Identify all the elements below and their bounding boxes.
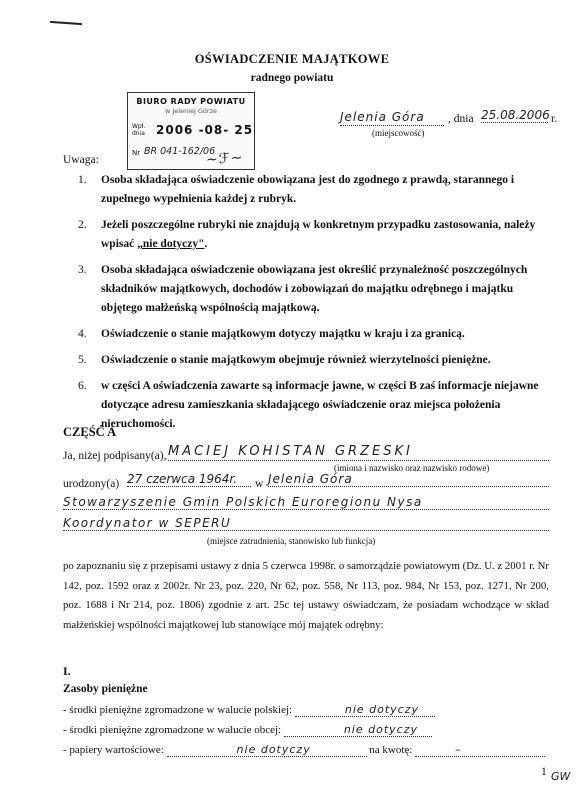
note-item: 1. Osoba składająca oświadczenie obowiązana jest do zgodnego z prawdą, starannego i zupełnego wypełnienia każdej z rubryk. <box>78 174 515 205</box>
part-a-heading: CZĘŚĆ A <box>63 425 117 439</box>
signer-label: Ja, niżej podpisany(a), <box>63 450 167 462</box>
signer-name-caption: (imiona i nazwisko oraz nazwisko rodowe) <box>334 463 490 473</box>
born-label: urodzony(a) <box>63 478 120 490</box>
document-title: OŚWIADCZENIE MAJĄTKOWE <box>194 52 390 66</box>
stamp-number: BR 041-162/06 <box>144 146 216 157</box>
stamp-city: w Jeleniej Górze <box>165 107 217 115</box>
cash-pln-label: - środki pieniężne zgromadzone w walucie polskiej: <box>63 704 293 716</box>
note-item: 4. Oświadczenie o stanie majątkowym dotyczy majątku w kraju i za granicą. <box>78 328 465 340</box>
stamp-signature-scribble: ~ℱ~ <box>205 149 244 169</box>
cash-foreign-label: - środki pieniężne zgromadzone w walucie obcej: <box>63 724 282 736</box>
securities-amount-value: – <box>415 743 545 757</box>
statement-paragraph: po zapoznaniu się z przepisami ustawy z dnia 5 czerwca 1998r. o samorządzie powiatowym (Dz. U. z 2001 r. Nr 142, poz. 1592 oraz z 2002r. Nr 23, poz. 220, Nr 62, poz. 558, Nr 113, poz. 984, Nr 153, poz. 1271, Nr 200, poz. 1688 i Nr 214, poz. 1806) zgodnie z art. 25c tej ustawy oświadczam, że posiadam wchodzące w skład małżeńskiej wspólności majątkowej lub stanowiące mój majątek odrębny: <box>63 560 549 631</box>
page-number: 1 <box>541 766 547 778</box>
birth-place: Jelenia Góra <box>268 472 549 487</box>
cash-foreign-value: nie dotyczy <box>284 723 432 737</box>
place-caption: (miejscowość) <box>372 128 425 138</box>
note-text: Osoba składająca oświadczenie obowiązana jest określić przynależność poszczególnych składników majątkowych, dochodów i zobowiązań do majątku odrębnego i majątku objętego małżeńską wspólnością majątkową. <box>101 264 528 314</box>
employment-caption: (miejsce zatrudnienia, stanowisko lub funkcja) <box>207 536 376 546</box>
stamp-label-wpl: Wpł. <box>132 123 146 130</box>
cash-pln-row <box>63 703 435 717</box>
securities-amount-label: na kwotę: <box>369 744 413 756</box>
note-text: Osoba składająca oświadczenie obowiązana jest do zgodnego z prawdą, starannego i zupełnego wypełnienia każdej z rubryk. <box>101 174 515 205</box>
employment-line-1: Stowarzyszenie Gmin Polskich Euroregionu Nysa <box>63 495 549 510</box>
note-item: 5. Oświadczenie o stanie majątkowym obejmuje również wierzytelności pieniężne. <box>78 354 491 366</box>
cash-foreign-row <box>63 723 432 737</box>
stamp-office: BIURO RADY POWIATU <box>136 97 246 106</box>
signer-name: MACIEJ KOHISTAN GRZESKI <box>168 444 549 461</box>
section-heading: Zasoby pieniężne <box>63 683 148 695</box>
securities-label: - papiery wartościowe: <box>63 744 164 756</box>
notes-list <box>78 171 550 441</box>
birth-date: 27 czerwca 1964r. <box>127 472 251 487</box>
employment-line-2: Koordynator w SEPERU <box>63 516 549 531</box>
cash-pln-value: nie dotyczy <box>295 703 435 717</box>
note-text: Oświadczenie o stanie majątkowym obejmuje również wierzytelności pieniężne. <box>101 354 491 366</box>
securities-row <box>63 743 545 757</box>
note-text: Jeżeli poszczególne rubryki nie znajdują w konkretnym przypadku zastosowania, należy wpisać <box>101 219 536 250</box>
stamp-label-nr: Nr <box>132 149 141 157</box>
securities-value: nie dotyczy <box>167 743 367 757</box>
date-handwritten: 25.08.2006 <box>481 108 550 122</box>
place-handwritten: Jelenia Góra <box>340 110 444 126</box>
page-initials: GW <box>551 770 571 783</box>
uwaga-label: Uwaga: <box>63 154 99 166</box>
note-item: 6. w części A oświadczenia zawarte są informacje jawne, w części B zaś informacje niejawne dotyczące adresu zamieszkania składającego oświadczenie oraz miejsca położenia nieruchomości. <box>78 380 539 430</box>
note-emphasis: „nie dotyczy" <box>137 238 205 250</box>
stamp-date: 2006 -08- 25 <box>156 123 254 137</box>
corner-pen-mark <box>50 21 82 25</box>
document-subtitle: radnego powiatu <box>250 72 334 84</box>
note-item: 2. Jeżeli poszczególne rubryki nie znajdują w konkretnym przypadku zastosowania, należy wpisać „nie dotyczy". <box>78 219 536 250</box>
note-item: 3. Osoba składająca oświadczenie obowiązana jest określić przynależność poszczególnych składników majątkowych, dochodów i zobowiązań do majątku odrębnego i majątku objętego małżeńską wspólnością majątkową. <box>78 264 528 314</box>
birth-in-label: w <box>255 478 264 490</box>
stamp-label-dnia: dnia <box>132 130 145 137</box>
date-suffix: r. <box>551 113 558 125</box>
date-label: , dnia <box>448 113 474 125</box>
section-roman: I. <box>63 664 71 678</box>
note-text: Oświadczenie o stanie majątkowym dotyczy majątku w kraju i za granicą. <box>101 328 465 340</box>
note-text: w części A oświadczenia zawarte są informacje jawne, w części B zaś informacje niejawne dotyczące adresu zamieszkania składającego oświadczenie oraz miejsca położenia nieruchomości. <box>101 380 539 430</box>
